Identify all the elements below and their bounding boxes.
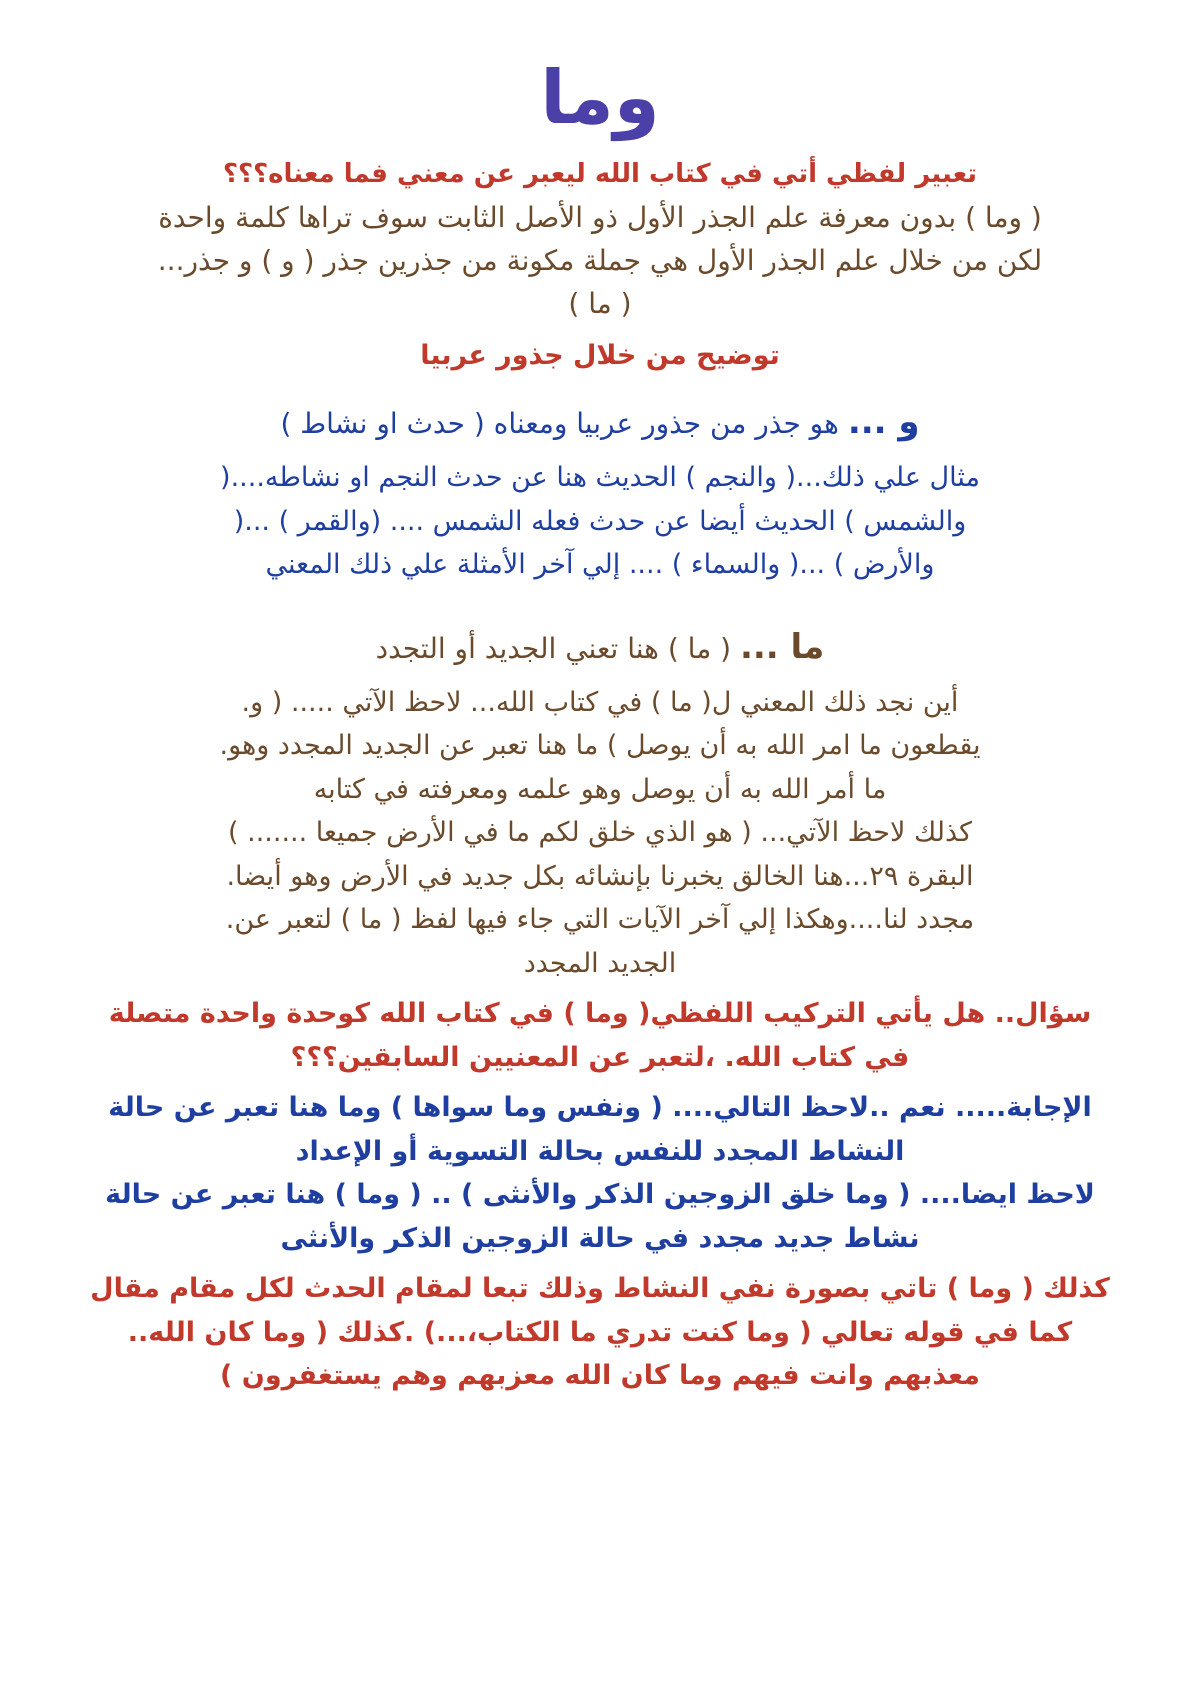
subheading: توضيح من خلال جذور عربيا [420,340,780,372]
section-ma-head [60,622,1140,673]
section-ma-line-6: مجدد لنا....وهكذا إلي آخر الآيات التي جاء فيها لفظ ( ما ) لتعبر عن. [225,904,975,936]
section-ma-line-3: ما أمر الله به أن يوصل وهو علمه ومعرفته في كتابه [313,773,887,805]
answer-block-line-2: النشاط المجدد للنفس بحالة التسوية أو الإعداد [295,1135,905,1167]
spacer [60,596,1140,622]
section-waw-head [60,397,1140,448]
section-waw-head-text: هو جذر من جذور عربيا ومعناه ( حدث او نشاط ) [280,407,839,441]
intro-line-3: ( ما ) [568,286,632,320]
intro-line-2: لكن من خلال علم الجذر الأول هي جملة مكونة من جذرين جذر ( و ) و جذر... [157,243,1043,277]
answer-block-line-1: الإجابة..... نعم ..لاحظ التالي.... ( ونفس وما سواها ) وما هنا تعبر عن حالة [108,1092,1092,1124]
section-ma-head-text: ( ما ) هنا تعني الجديد أو التجدد [375,631,732,665]
question-headline: تعبير لفظي أتي في كتاب الله ليعبر عن معني فما معناه؟؟؟ [222,159,978,190]
intro-section [60,155,1140,324]
answer-block-line-3: لاحظ ايضا.... ( وما خلق الزوجين الذكر والأنثى ) .. ( وما ) هنا تعبر عن حالة [105,1179,1095,1211]
section-waw-line-2: والشمس ) الحديث أيضا عن حدث فعله الشمس .... (والقمر ) ...( [233,505,967,537]
section-waw-line-3: والأرض ) ...( والسماء ) .... إلي آخر الأمثلة علي ذلك المعني [265,549,935,581]
section-ma [60,622,1140,985]
section-ma-line-7: الجديد المجدد [523,947,677,979]
section-ma-marker: ما ... [739,626,825,667]
answer-block [60,1088,1140,1259]
answer-block-line-4: نشاط جديد مجدد في حالة الزوجين الذكر والأنثى [280,1222,920,1254]
section-ma-line-5: البقرة ٢٩...هنا الخالق يخبرنا بإنشائه بكل جديد في الأرض وهو أيضا. [226,860,974,892]
section-waw [60,397,1140,586]
closing-block-line-3: معذبهم وانت فيهم وما كان الله معزبهم وهم يستغفرون ) [220,1360,980,1392]
page-title: وما [540,55,660,141]
question-block-line-2: في كتاب الله. ،لتعبر عن المعنيين السابقين؟؟؟ [290,1041,910,1073]
section-ma-line-4: كذلك لاحظ الآتي... ( هو الذي خلق لكم ما في الأرض جميعا ....... ) [228,817,972,849]
intro-line-1: ( وما ) بدون معرفة علم الجذر الأول ذو الأصل الثابت سوف تراها كلمة واحدة [158,201,1042,235]
closing-block [60,1269,1140,1397]
closing-block-line-1: كذلك ( وما ) تاتي بصورة نفي النشاط وذلك تبعا لمقام الحدث لكل مقام مقال [90,1273,1110,1305]
question-block-line-1: سؤال.. هل يأتي التركيب اللفظي( وما ) في كتاب الله كوحدة واحدة متصلة [108,998,1092,1030]
question-block [60,994,1140,1078]
section-waw-marker: و ... [847,402,920,443]
closing-block-line-2: كما في قوله تعالي ( وما كنت تدري ما الكتاب،...) .كذلك ( وما كان الله.. [127,1316,1073,1348]
section-ma-line-1: أين نجد ذلك المعني ل( ما ) في كتاب الله... لاحظ الآتي ..... ( و. [241,686,959,718]
section-waw-line-1: مثال علي ذلك...( والنجم ) الحديث هنا عن حدث النجم او نشاطه....( [220,462,980,494]
section-ma-line-2: يقطعون ما امر الله به أن يوصل ) ما هنا تعبر عن الجديد المجدد وهو. [219,730,981,762]
